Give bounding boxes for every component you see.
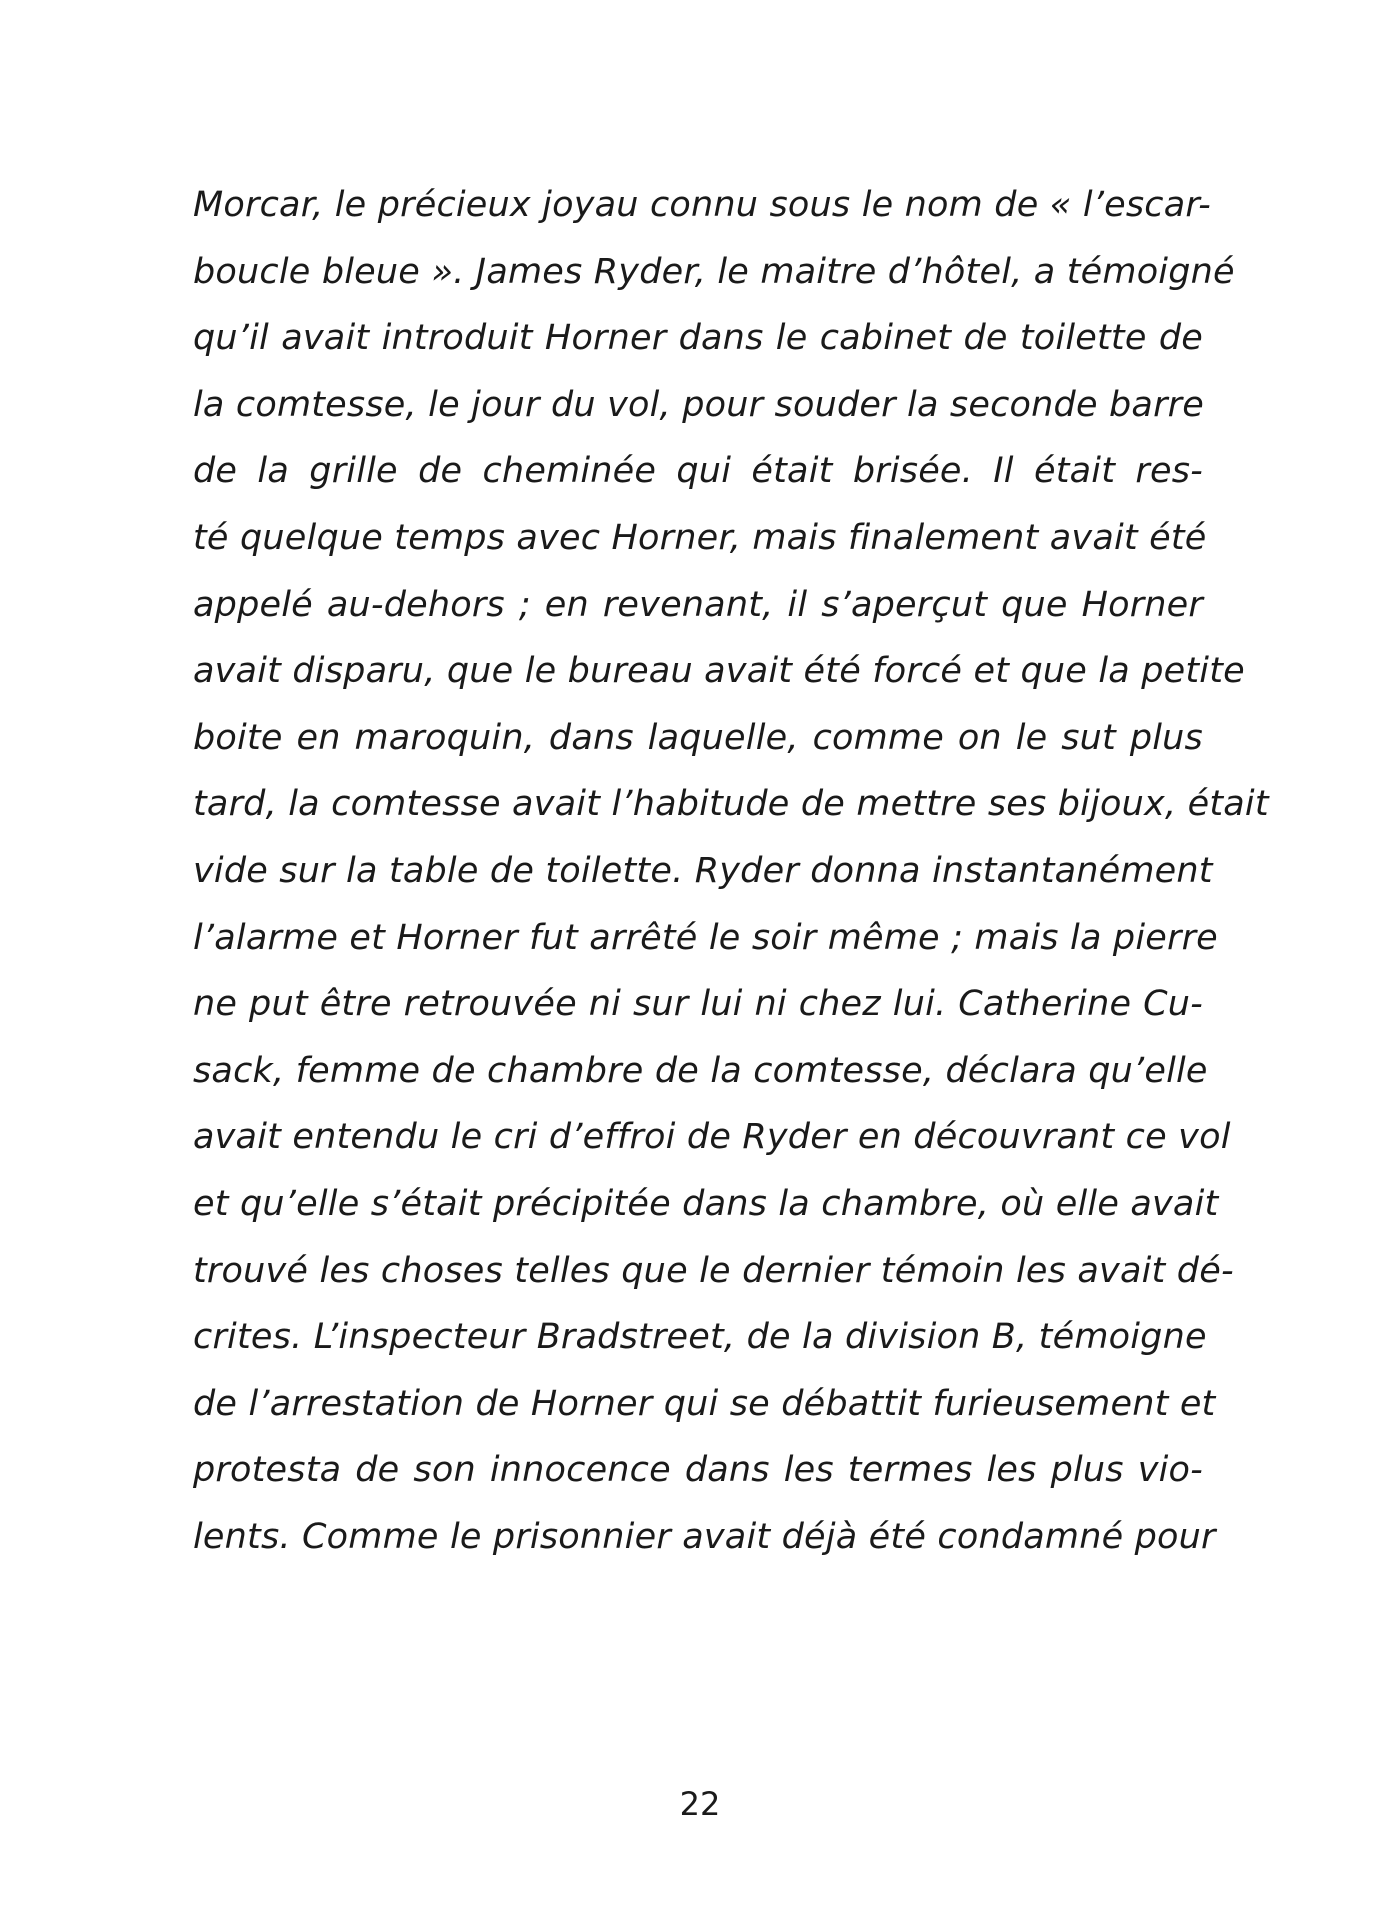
text-line: protesta de son innocence dans les termes les plus vio- [193, 1450, 1203, 1491]
text-line: tard, la comtesse avait l’habitude de mettre ses bijoux, était [193, 784, 1269, 825]
text-line: crites. L’inspecteur Bradstreet, de la division B, témoigne [193, 1317, 1207, 1358]
text-line: ne put être retrouvée ni sur lui ni chez lui. Catherine Cu- [193, 984, 1203, 1025]
text-line: boucle bleue ». James Ryder, le maitre d’hôtel, a témoigné [193, 251, 1235, 292]
text-line: appelé au-dehors ; en revenant, il s’aperçut que Horner [193, 584, 1203, 625]
text-line: avait disparu, que le bureau avait été forcé et que la petite [193, 651, 1245, 692]
text-line: vide sur la table de toilette. Ryder donna instantanément [193, 850, 1213, 891]
text-line: l’alarme et Horner fut arrêté le soir même ; mais la pierre [193, 917, 1218, 958]
text-line: lents. Comme le prisonnier avait déjà été condamné pour [193, 1516, 1216, 1557]
text-line: sack, femme de chambre de la comtesse, déclara qu’elle [193, 1050, 1208, 1091]
text-line: qu’il avait introduit Horner dans le cabinet de toilette de [193, 318, 1203, 359]
text-line: té quelque temps avec Horner, mais finalement avait été [193, 517, 1207, 558]
text-line: de la grille de cheminée qui était brisée. Il était res- [193, 451, 1203, 492]
text-line: et qu’elle s’était précipitée dans la chambre, où elle avait [193, 1183, 1219, 1224]
page-number: 22 [679, 1785, 721, 1823]
text-line: avait entendu le cri d’effroi de Ryder en découvrant ce vol [193, 1117, 1231, 1158]
body-paragraph [193, 172, 1269, 1570]
text-line: boite en maroquin, dans laquelle, comme on le sut plus [193, 717, 1203, 758]
text-line: la comtesse, le jour du vol, pour souder la seconde barre [193, 384, 1204, 425]
text-line: Morcar, le précieux joyau connu sous le nom de « l’escar- [193, 185, 1211, 225]
text-line: trouvé les choses telles que le dernier témoin les avait dé- [193, 1250, 1234, 1291]
text-line: de l’arrestation de Horner qui se débattit furieusement et [193, 1383, 1216, 1424]
